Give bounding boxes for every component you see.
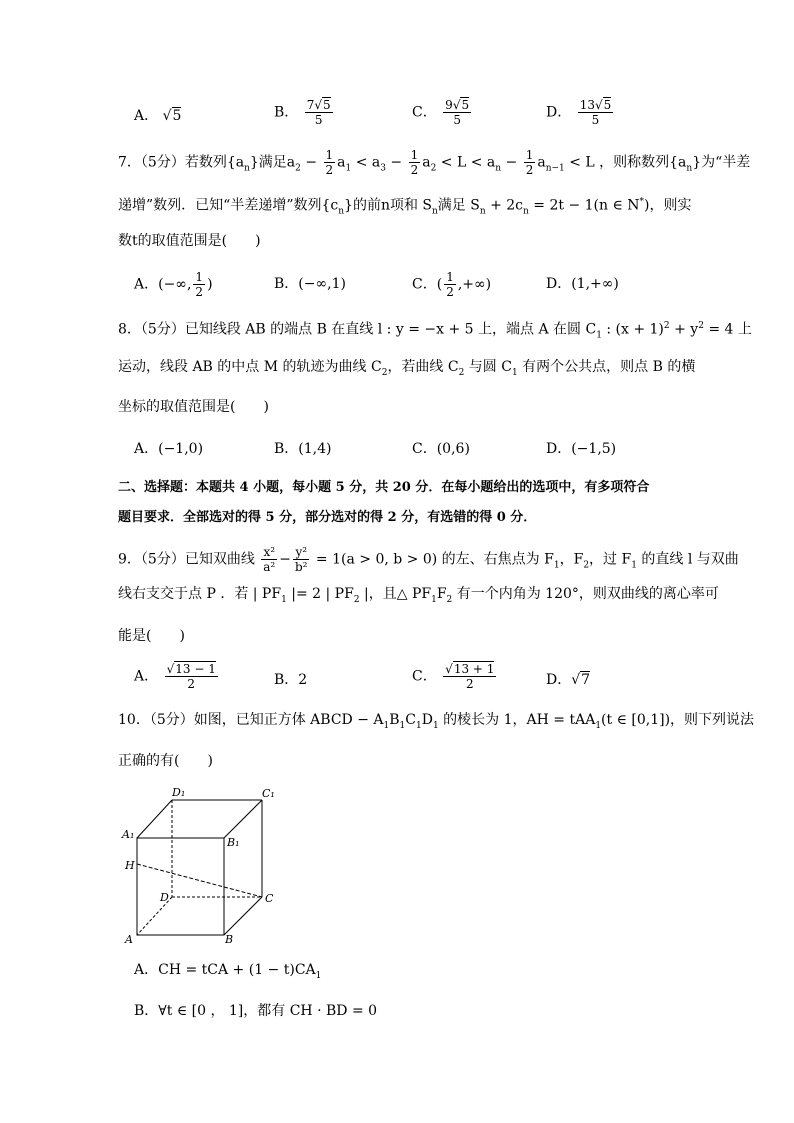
q8-stem-line1: 8．（5分）已知线段 AB 的端点 B 在直线 l : y = −x + 5 上，端点 A 在圆 $C_1$ : $(x + 1)^2 + y^2 = 4$ 上 [118,321,752,341]
section2-heading-line1: 二、选择题：本题共 4 小题，每小题 5 分，共 20 分．在每小题给出的选项中，有多项符合 [118,480,650,495]
cube-figure [120,785,290,950]
q9-stem-line2: 线右支交于点 P ．若 | $PF_1$ |= 2 | $PF_2$ |，且△ $PF_1F_2$ 有一个内角为 120°，则双曲线的离心率可 [118,586,719,605]
vertex-label-d1: D₁ [172,786,186,799]
q9-option-a[interactable]: A． $\frac{√13 - 1}{2}$ [134,662,216,691]
q10-option-a[interactable]: A．CH = tCA + $(1 - t)CA_1$ [134,962,322,981]
q7-option-c[interactable]: C．( $\frac{1}{2}$ ,+∞) [412,270,492,299]
q7-option-d[interactable]: D．(1,+∞) [546,276,619,292]
vertex-label-b1: B₁ [227,836,240,849]
q6-option-b[interactable]: B． $\frac{7√5}{5}$ [274,98,331,127]
q6-option-d-fraction: $\frac{13√5}{5}$ [579,98,612,127]
q10-stem-line1: 10．（5分）如图，已知正方体 ABCD − $A_1B_1C_1D_1$ 的棱长为 1，AH = tAA$_1$(t ∈ [0,1])，则下列说法 [118,712,755,731]
q8-stem-line2: 运动，线段 AB 的中点 M 的轨迹为曲线 $C_2$，若曲线 $C_2$ 与圆 $C_1$ 有两个公共点，则点 B 的横 [118,359,696,378]
q8-option-b[interactable]: B．(1,4) [274,441,332,457]
q6-option-b-fraction: $\frac{7√5}{5}$ [306,98,331,127]
q7-option-b[interactable]: B．(−∞,1) [274,276,346,292]
q6-option-a[interactable]: A． √5 [134,108,182,124]
q7-stem-line3: 数t的取值范围是( ) [118,233,261,249]
vertex-label-c1: C₁ [262,787,275,800]
q10-stem-line2: 正确的有( ) [118,753,213,769]
vertex-label-a1: A₁ [122,828,135,841]
q10-option-b[interactable]: B．∀t ∈ [0 ， 1]，都有 CH · BD = 0 [134,1003,378,1019]
q8-option-c[interactable]: C．(0,6) [412,441,470,457]
q6-option-d[interactable]: D． $\frac{13√5}{5}$ [546,98,612,127]
section2-heading-line2: 题目要求．全部选对的得 5 分，部分选对的得 2 分，有选错的得 0 分． [118,510,537,525]
q7-option-a[interactable]: A．(−∞, $\frac{1}{2}$ ) [134,270,213,299]
q9-option-b[interactable]: B．2 [274,672,308,688]
q6-option-c-fraction: $\frac{9√5}{5}$ [445,98,470,127]
q9-option-c[interactable]: C． $\frac{√13 + 1}{2}$ [412,662,495,691]
cube-diagram [120,785,290,950]
vertex-label-a: A [125,933,133,946]
q7-stem-line1: 7．（5分）若数列$\{a_n\}$满足$a_2$ − $\frac{1}{2}$ $a_1 < a_3$ − $\frac{1}{2}$ $a_2 < L < a_n$ − $\frac{1}{2}$ $a_{n-1} < L$ ，则称数列$\{a_n\}$为“半差 [118,148,751,177]
q8-stem-line3: 坐标的取值范围是( ) [118,399,269,415]
q9-stem-line3: 能是( ) [118,628,185,644]
vertex-label-c: C [265,892,274,905]
q6-option-a-value: 5 [172,108,182,124]
q8-option-d[interactable]: D．(−1,5) [546,441,617,457]
q9-option-d[interactable]: D．√7 [546,672,591,688]
q7-stem-line2: 递增”数列．已知“半差递增”数列$\{c_n\}$的前n项和 $S_n$满足 $S_n + 2c_n = 2t - 1(n$ ∈ N*)，则实 [118,197,692,217]
q6-option-c[interactable]: C． $\frac{9√5}{5}$ [412,98,470,127]
vertex-label-h: H [125,859,135,872]
q9-stem-line1: 9．（5分）已知双曲线 $\frac{\text{x²}}{\text{a²}}$ − $\frac{\text{y²}}{\text{b²}}$ = 1(a > 0, b > 0) 的左、右焦点为 $F_1$，$F_2$，过 $F_1$ 的直线 l 与双曲 [118,545,739,574]
q8-option-a[interactable]: A．(−1,0) [134,441,204,457]
vertex-label-b: B [225,933,234,946]
vertex-label-d: D [160,891,169,904]
